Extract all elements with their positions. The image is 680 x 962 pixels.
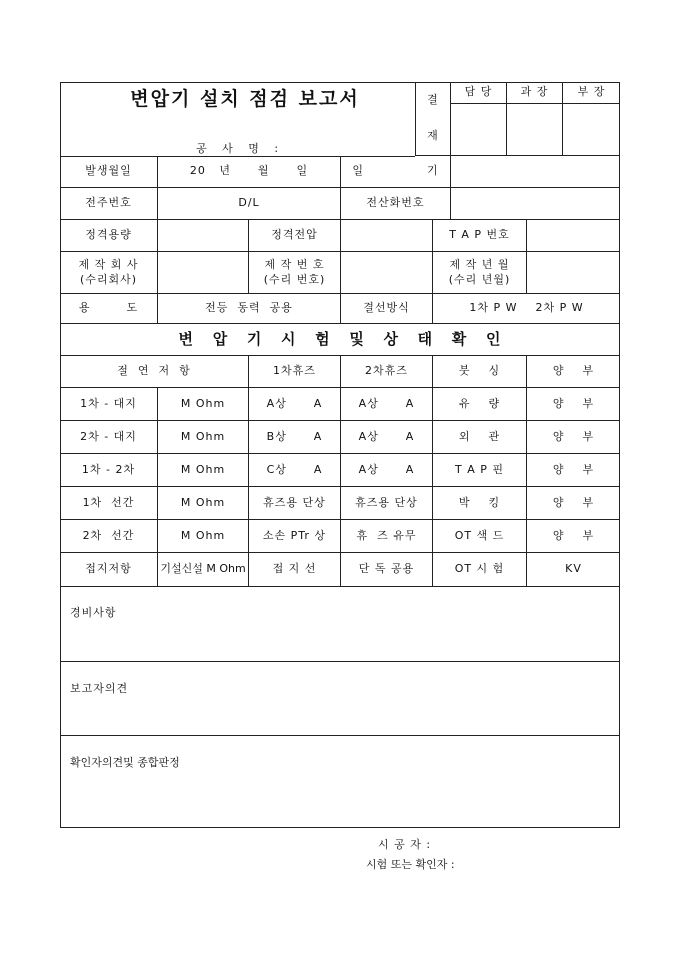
test-row-3-pass-fail[interactable]: 양 부 [527,454,620,487]
rated-voltage-value[interactable] [341,220,433,252]
test-row-1-bushing[interactable]: 유 량 [433,388,527,421]
make-year-value[interactable] [527,252,620,294]
approval-label-bottom: 재 [415,118,451,156]
report-title: 변압기 설치 점검 보고서 [130,88,360,110]
diary-label: 일 기 [341,156,451,188]
tester-signature[interactable]: 시험 또는 확인자 : [366,858,455,871]
wiring-value[interactable]: 1차 P W 2차 P W [433,294,620,324]
test-row-2-pass-fail[interactable]: 양 부 [527,421,620,454]
approval-sign-manager[interactable] [451,104,507,156]
wiring-label: 결선방식 [341,294,433,324]
usage-label: 용 도 [60,294,158,324]
report-form [60,82,620,828]
serial-value[interactable] [341,252,433,294]
rated-capacity-label: 정격용량 [60,220,158,252]
test-row-6-secondary-fuse[interactable]: 단 독 공용 [341,553,433,587]
rated-capacity-value[interactable] [158,220,249,252]
test-row-5-item: 2차 선간 [60,520,158,553]
test-row-6-item: 접지저항 [60,553,158,587]
test-row-3-item: 1차 - 2차 [60,454,158,487]
test-row-2-secondary-fuse[interactable]: A상 A [341,421,433,454]
test-row-6-pass-fail[interactable]: KV [527,553,620,587]
test-row-6-resistance[interactable]: 기설신설 M Ohm [158,553,249,587]
computer-no-value[interactable] [451,188,620,220]
test-row-1-item: 1차 - 대지 [60,388,158,421]
special-notes-box[interactable]: 경비사항 [60,586,620,662]
test-row-3-secondary-fuse[interactable]: A상 A [341,454,433,487]
test-row-1-pass-fail[interactable]: 양 부 [527,388,620,421]
test-row-5-pass-fail[interactable]: 양 부 [527,520,620,553]
secondary-fuse-header: 2차휴즈 [341,356,433,388]
tap-no-value[interactable] [527,220,620,252]
test-row-2-primary-fuse[interactable]: B상 A [249,421,341,454]
test-row-4-item: 1차 선간 [60,487,158,520]
test-row-3-resistance[interactable]: M Ohm [158,454,249,487]
approval-role-section-chief: 과 장 [507,82,563,104]
pole-no-label: 전주번호 [60,188,158,220]
diary-value[interactable] [451,156,620,188]
test-row-5-secondary-fuse[interactable]: 휴 즈 유무 [341,520,433,553]
reporter-opinion-box[interactable]: 보고자의견 [60,662,620,736]
test-row-4-pass-fail[interactable]: 양 부 [527,487,620,520]
usage-value[interactable]: 전등 동력 공용 [158,294,341,324]
test-row-1-secondary-fuse[interactable]: A상 A [341,388,433,421]
approval-sign-department-head[interactable] [563,104,620,156]
constructor-signature[interactable]: 시 공 자 : [378,838,432,851]
test-row-4-resistance[interactable]: M Ohm [158,487,249,520]
make-year-label: 제 작 년 월 (수리 년월) [433,252,527,294]
maker-value[interactable] [158,252,249,294]
occur-date-value[interactable]: 20 년 월 일 [158,156,341,188]
approval-role-department-head: 부 장 [563,82,620,104]
computer-no-label: 전산화번호 [341,188,451,220]
tap-no-label: T A P 번호 [433,220,527,252]
test-row-6-bushing[interactable]: OT 시 험 [433,553,527,587]
approval-label-top: 결 [415,82,451,118]
serial-label: 제 작 번 호 (수리 번호) [249,252,341,294]
primary-fuse-header: 1차휴즈 [249,356,341,388]
test-row-4-primary-fuse[interactable]: 휴즈용 단상 [249,487,341,520]
site-name-label: 공 사 명 : [196,142,285,155]
insulation-resistance-header: 절 연 저 항 [60,356,249,388]
test-row-1-primary-fuse[interactable]: A상 A [249,388,341,421]
test-row-5-bushing[interactable]: OT 색 드 [433,520,527,553]
test-row-5-resistance[interactable]: M Ohm [158,520,249,553]
bushing-header: 붓 싱 [433,356,527,388]
test-row-2-resistance[interactable]: M Ohm [158,421,249,454]
approval-sign-section-chief[interactable] [507,104,563,156]
approval-role-manager: 담 당 [451,82,507,104]
test-row-2-bushing[interactable]: 외 관 [433,421,527,454]
test-row-1-resistance[interactable]: M Ohm [158,388,249,421]
test-row-3-primary-fuse[interactable]: C상 A [249,454,341,487]
maker-label: 제 작 회 사 (수리회사) [60,252,158,294]
test-row-3-bushing[interactable]: T A P 핀 [433,454,527,487]
test-row-5-primary-fuse[interactable]: 소손 PTr 상 [249,520,341,553]
test-row-4-bushing[interactable]: 박 킹 [433,487,527,520]
rated-voltage-label: 정격전압 [249,220,341,252]
test-row-2-item: 2차 - 대지 [60,421,158,454]
confirmer-opinion-box[interactable]: 확인자의견및 종합판정 [70,756,180,769]
occur-date-label: 발생월일 [60,156,158,188]
test-row-6-primary-fuse[interactable]: 접 지 선 [249,553,341,587]
pass-fail-header: 양 부 [527,356,620,388]
test-row-4-secondary-fuse[interactable]: 휴즈용 단상 [341,487,433,520]
test-section-heading: 변 압 기 시 험 및 상 태 확 인 [60,324,620,356]
pole-no-value[interactable]: D/L [158,188,341,220]
